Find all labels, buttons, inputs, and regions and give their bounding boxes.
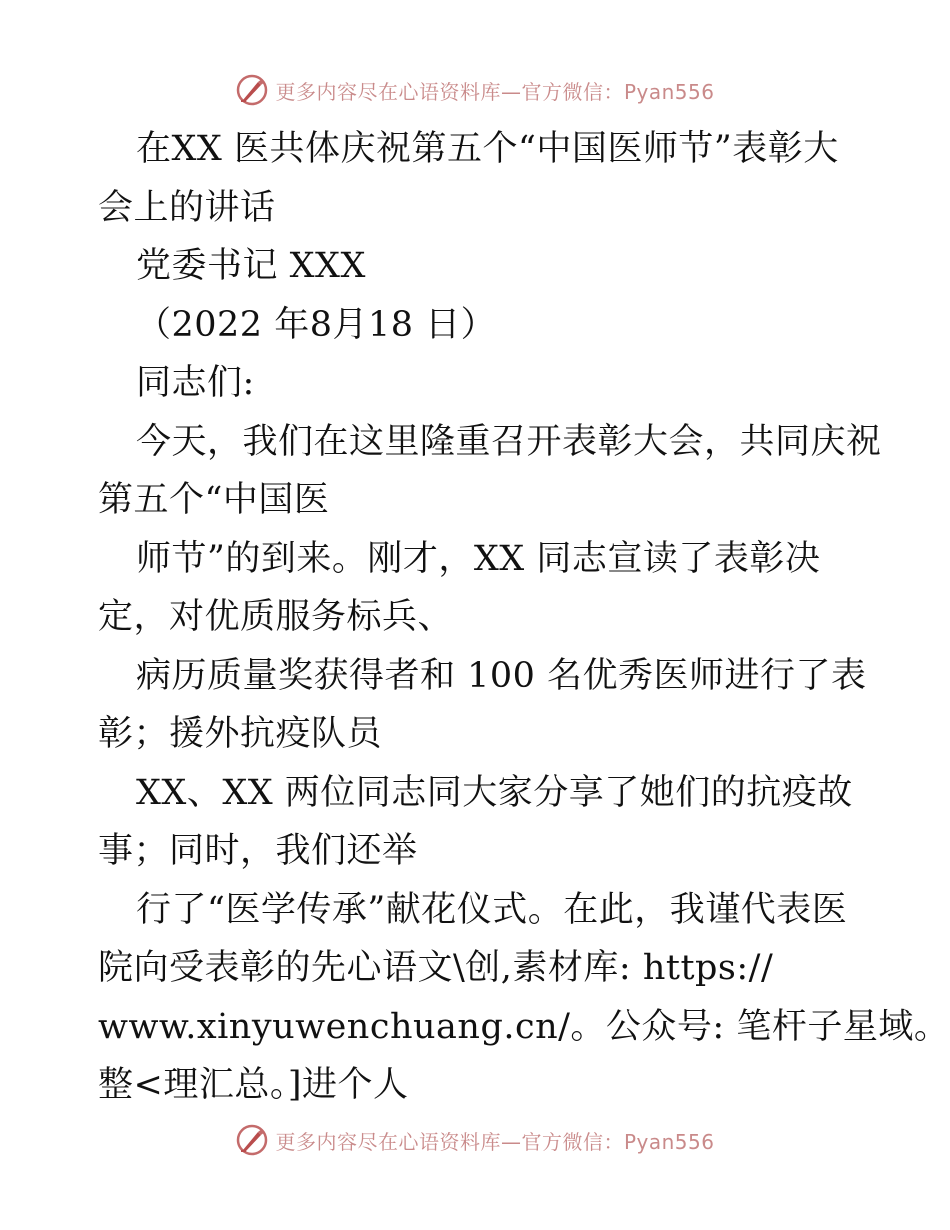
text-line-salutation: 同志们: [136, 363, 255, 403]
watermark-text: 更多内容尽在心语资料库—官方微信：Pyan556 [275, 79, 715, 104]
text-line: www.xinyuwenchuang.cn/。公众号: 笔杆子星域。 [98, 1006, 950, 1047]
watermark-text: 更多内容尽在心语资料库—官方微信：Pyan556 [275, 1129, 715, 1154]
quill-logo-icon [235, 1123, 269, 1157]
text-line: 整<理汇总。]进个人 [98, 1065, 409, 1105]
text-line: 第五个“中国医 [98, 480, 330, 520]
text-line: XX、XX 两位同志同大家分享了她们的抗疫故 [136, 772, 853, 813]
text-line-date: （2022 年8月18 日） [136, 304, 497, 345]
text-line-title-1: 在XX 医共体庆祝第五个“中国医师节”表彰大 [136, 129, 839, 169]
text-line: 师节”的到来。刚才，XX 同志宣读了表彰决 [136, 538, 821, 579]
text-line-title-2: 会上的讲话 [98, 187, 276, 228]
text-line: 行了“医学传承”献花仪式。在此，我谨代表医 [136, 889, 848, 930]
text-line: 病历质量奖获得者和 100 名优秀医师进行了表 [136, 655, 867, 696]
text-line: 今天，我们在这里隆重召开表彰大会，共同庆祝 [136, 421, 882, 462]
quill-logo-icon [235, 73, 269, 107]
footer-watermark [0, 1120, 950, 1160]
text-line: 院向受表彰的先心语文\创,素材库: https:// [98, 948, 774, 988]
text-line: 事；同时，我们还举 [98, 831, 418, 871]
text-line: 彰；援外抗疫队员 [98, 714, 383, 754]
header-watermark [0, 70, 950, 110]
document-body [98, 120, 950, 1115]
text-line-author: 党委书记 XXX [136, 246, 366, 286]
text-line: 定，对优质服务标兵、 [98, 597, 454, 637]
